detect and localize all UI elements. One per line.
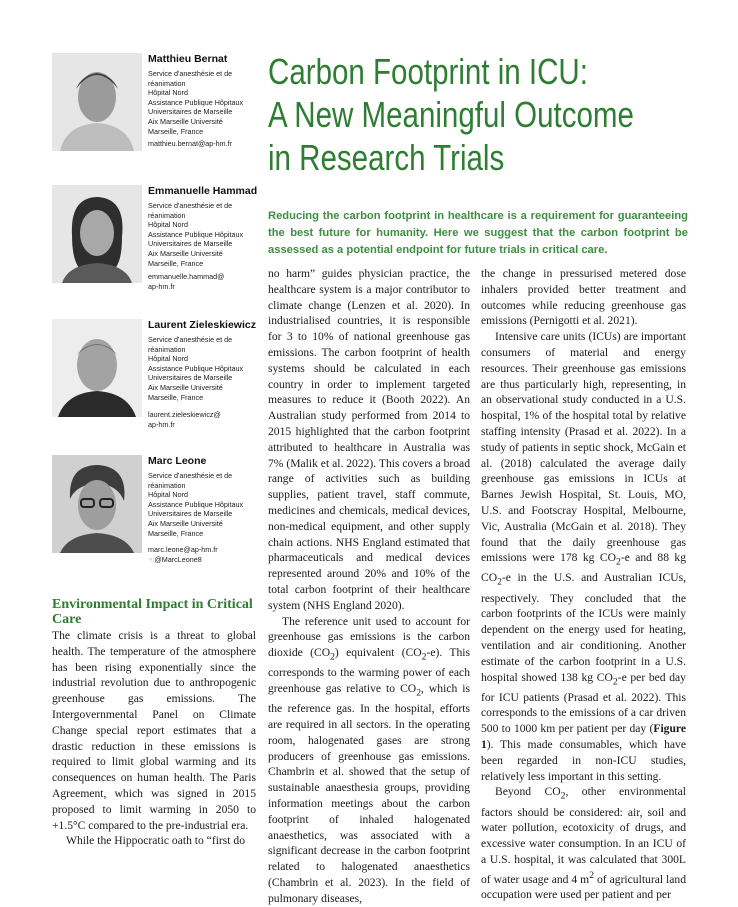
- title-line: in Research Trials: [268, 137, 505, 178]
- author-name: Matthieu Bernat: [148, 53, 228, 65]
- twitter-icon: ☜: [148, 555, 155, 564]
- portrait-image: [52, 455, 142, 553]
- text-run: -e and 88 kg CO: [481, 551, 686, 585]
- paragraph: no harm” guides physician practice, the healthcare system is a major contributor to climate change (Lenzen et al. 2020). In industrialised countries, it is responsible for 3 to 10% of national greenhouse gas emissions. The carbon footprint of health systems should be calculated in each country in order to implement targeted measures to reduce it (Booth 2022). An Australian study performed from 2014 to 2015 highlighted that the carbon footprint attributed to healthcare in Australia was 7% (Malik et al. 2022). This covers a broad range of activities such as building supplies, patient travel, staff commute, medicines and chemicals, medical devices, non-medical equipment, and other supply chain actions. NHS England estimated that pharmaceuticals and medical devices represented around 20% and 10% of the total carbon footprint of their healthcare system (NHS England 2020).: [268, 267, 470, 612]
- text-run: ) equivalent (CO: [334, 646, 422, 660]
- author-email[interactable]: emmanuelle.hammad@ ap-hm.fr: [148, 272, 225, 291]
- portrait-image: [52, 185, 142, 283]
- paragraph: [481, 784, 686, 903]
- portrait-image: [52, 53, 142, 151]
- paragraph: [268, 614, 470, 907]
- author-affiliation: Service d'anesthésie et de réanimation Hôpital Nord Assistance Publique Hôpitaux Universitaires de Marseille Aix Marseille Université Marseille, France: [148, 471, 244, 538]
- text-run: , other environmental factors should be considered: air, soil and water pollution, ecotoxicity of drugs, and excessive water consumption. In an ICU of a U.S. hospital, it was calculated that 300L of water usage and 4 m: [481, 785, 686, 886]
- author-twitter[interactable]: [148, 555, 202, 565]
- text-run: The reference unit used to account for greenhouse gas emissions is the carbon dioxide (CO: [268, 614, 470, 660]
- text-run: , which is the reference gas. In the hospital, efforts are required in all sectors. In the operating room, halogenated gases are strong producers of greenhouse gas emissions. Chambrin et al. showed that the setup of sustainable anaesthesia groups, providing information meetings about the carbon footprint of inhaled halogenated anaesthetics, was associated with a significant decrease in the carbon footprint related to halogenated anaesthetics (Chambrin et al. 2023). In the field of pulmonary diseases,: [268, 682, 471, 905]
- text-run: Intensive care units (ICUs) are important consumers of material and energy resources. Their greenhouse gas emissions are thus particularly high, representing, in an observational study conducted in a U.S. hospital, 1% of the hospital total by relative staffing intensity (Prasad et al. 2022). In a study of patients in septic shock, McGain et al. (2018) calculated the average daily greenhouse gas emissions in ICUs at Barnes Jewish Hospital, St. Louis, MO, U.S. and Footscray Hospital, Melbourne, Vic, Australia (McGain et al. 2018). They found that the daily greenhouse gas emissions were 178 kg CO: [481, 330, 686, 565]
- paragraph: the change in pressurised metered dose inhalers provided better treatment and outcomes while reducing greenhouse gas emissions (Pernigotti et al. 2021).: [481, 267, 686, 328]
- text-run: of agricultural land occupation were used per patient and per: [481, 872, 686, 902]
- author-email[interactable]: laurent.zieleskiewicz@ ap-hm.fr: [148, 410, 221, 429]
- portrait-image: [52, 319, 142, 417]
- paragraph: [481, 329, 686, 784]
- author-affiliation: Service d'anesthésie et de réanimation Hôpital Nord Assistance Publique Hôpitaux Universitaires de Marseille Aix Marseille Université Marseille, France: [148, 69, 244, 136]
- author-photo: [52, 455, 142, 553]
- body-column-1: [52, 628, 256, 849]
- author-affiliation: Service d'anesthésie et de réanimation Hôpital Nord Assistance Publique Hôpitaux Universitaires de Marseille Aix Marseille Université Marseille, France: [148, 335, 244, 402]
- subscript: 2: [560, 790, 566, 802]
- body-column-2: [268, 266, 470, 907]
- author-name: Emmanuelle Hammad: [148, 185, 258, 197]
- text-run: ). This made consumables, which have been regarded in non-ICU studies, relatively less important in this setting.: [481, 738, 686, 783]
- text-run: -e in the U.S. and Australian ICUs, respectively. They concluded that the carbon footprints of the ICUs were mainly dependent on the energy used for heating, ventilation and air conditioning. Another estimate of the carbon footprint in a U.S. hospital showed 138 kg CO: [481, 571, 686, 684]
- subscript: 2: [497, 576, 502, 588]
- paragraph: The climate crisis is a threat to global health. The temperature of the atmosphere has been rising exponentially since the industrial revolution due to anthropogenic greenhouse gas emissions. The Intergovernmental Panel on Climate Change special report estimates that a drastic reduction in these emissions is required to limit global warming and its consequences on human health. The Paris Agreement, which was signed in 2015 proposed to limit warming in 2050 to +1.5°C compared to the pre-industrial era.: [52, 629, 256, 832]
- section-heading: Environmental Impact in Critical Care: [52, 597, 253, 627]
- author-email[interactable]: matthieu.bernat@ap-hm.fr: [148, 139, 233, 148]
- author-photo: [52, 319, 142, 417]
- subscript: 2: [612, 675, 618, 687]
- title-line: Carbon Footprint in ICU:: [268, 51, 588, 92]
- article-title: [268, 50, 634, 179]
- subscript: 2: [416, 687, 422, 699]
- author-photo: [52, 53, 142, 151]
- text-run: Beyond CO: [495, 785, 561, 799]
- subscript: 2: [421, 651, 427, 663]
- paragraph: While the Hippocratic oath to “first do: [66, 834, 246, 848]
- superscript: 2: [589, 869, 595, 881]
- body-column-3: [481, 266, 686, 903]
- figure-link[interactable]: Figure 1: [481, 722, 686, 752]
- author-photo: [52, 185, 142, 283]
- author-name: Laurent Zieleskiewicz: [148, 319, 256, 331]
- author-affiliation: Service d'anesthésie et de réanimation Hôpital Nord Assistance Publique Hôpitaux Universitaires de Marseille Aix Marseille Université Marseille, France: [148, 201, 244, 268]
- title-line: A New Meaningful Outcome: [268, 94, 634, 135]
- text-run: -e). This corresponds to the warming power of each greenhouse gas relative to CO: [268, 646, 470, 696]
- twitter-handle: @MarcLeone8: [154, 555, 202, 564]
- text-run: -e per bed day for ICU patients (Prasad et al. 2022). This corresponds to the emissions of a car driven 500 to 1000 km per patient per day (: [481, 670, 686, 736]
- subscript: 2: [330, 651, 335, 663]
- subscript: 2: [616, 556, 621, 568]
- author-name: Marc Leone: [148, 455, 207, 467]
- abstract: Reducing the carbon footprint in healthcare is a requirement for guaranteeing the best future for humanity. Here we suggest that the carbon footprint be assessed as a potential endpoint for future trials in critical care.: [268, 210, 688, 256]
- author-email[interactable]: marc.leone@ap-hm.fr: [148, 545, 218, 554]
